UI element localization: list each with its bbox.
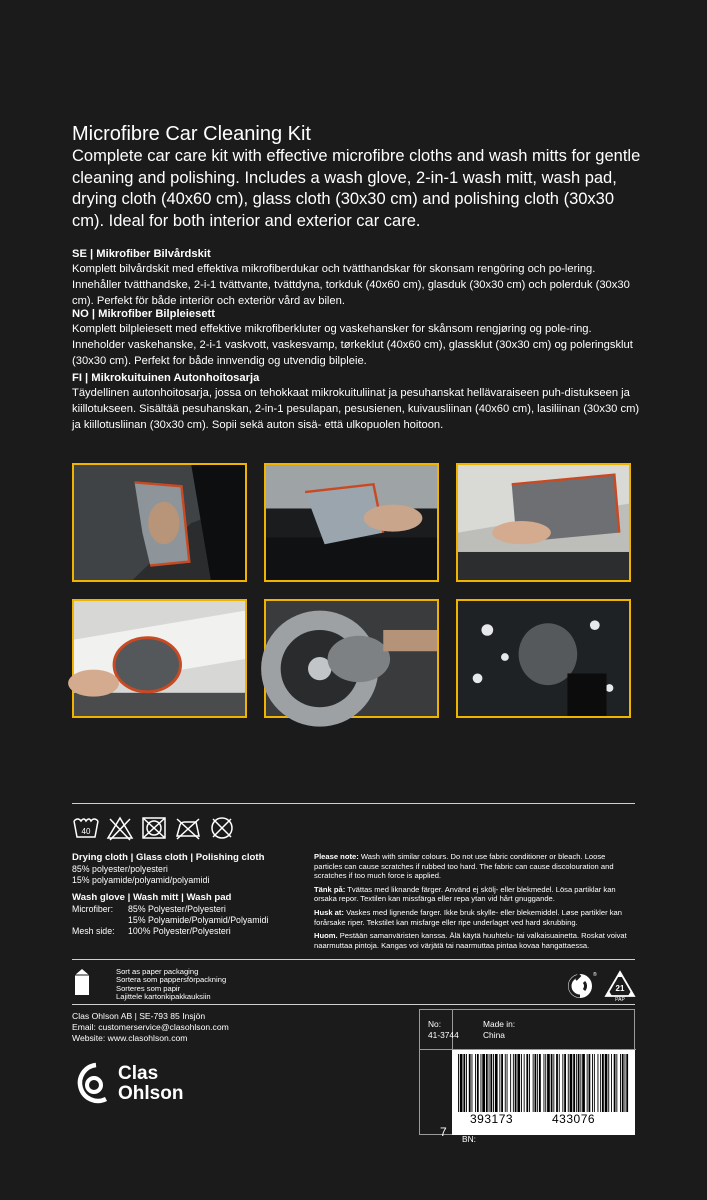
materials-row-key: Mesh side: xyxy=(72,926,115,936)
barcode-bar xyxy=(458,1054,459,1112)
materials-cloths-line: 15% polyamide/polyamid/polyamidi xyxy=(72,875,210,885)
no-iron-icon xyxy=(174,815,202,841)
barcode-bar xyxy=(515,1054,517,1112)
company-address xyxy=(72,1011,229,1044)
barcode-bar xyxy=(486,1054,488,1112)
barcode-bar xyxy=(580,1054,581,1112)
origin-country: China xyxy=(483,1030,505,1040)
brand-line: Ohlson xyxy=(118,1083,184,1104)
lang-block-fi xyxy=(72,370,642,433)
materials-cloths-title: Drying cloth | Glass cloth | Polishing cloth xyxy=(72,852,265,863)
wash-temp-label: 40 xyxy=(81,827,91,836)
recycling-line: Sort as paper packaging xyxy=(116,967,199,976)
barcode-bar xyxy=(598,1054,599,1112)
barcode-bar xyxy=(499,1054,500,1112)
lang-body-fi: Täydellinen autonhoitosarja, jossa on tehokkaat mikrokuituliinat ja pesuhanskat hellävaraiseen puh-distukseen ja kiillotukseen. Sisältää pesuhanskan, 2-in-1 pesulapan, pesusienen, kuivausliinan (40x60 cm), lasiliinan (30x30 cm) ja kiillotusliinan (30x30 cm). Sopii sekä auton sisä- että ulkopuolen hoitoon. xyxy=(72,387,640,431)
care-note-text: Pestään samanväristen kanssa. Älä käytä huuhtelu- tai valkaisuainetta. Roskat voivat naarmuttaa pintoja. Kangas voi värjätä tai naarmuttaa pintaa kovaa hangattaessa. xyxy=(314,931,627,950)
barcode-bar xyxy=(535,1054,537,1112)
barcode-bar xyxy=(582,1054,585,1112)
barcode-bar xyxy=(526,1054,528,1112)
barcode-bar xyxy=(521,1054,522,1112)
care-note-text: Vaskes med lignende farger. Ikke bruk skylle- eller blekemiddel. Løse partikler kan forårsake riper. Tekstilet kan misfarge eller ripe underlaget ved hard skrubbing. xyxy=(314,907,622,927)
barcode-bar xyxy=(493,1054,494,1112)
photo-mitt-with-foam xyxy=(456,599,631,718)
barcode-bar xyxy=(482,1054,485,1112)
barcode-bar xyxy=(626,1054,628,1112)
materials-mitts-title: Wash glove | Wash mitt | Wash pad xyxy=(72,892,232,903)
recycling-line: Sorteres som papir xyxy=(116,983,181,993)
barcode-bar xyxy=(537,1054,538,1112)
care-note-se xyxy=(314,885,634,904)
materials-row-key xyxy=(72,915,128,926)
barcode-bar xyxy=(524,1054,525,1112)
barcode-bar xyxy=(611,1054,612,1112)
pap-recycling-icon xyxy=(604,970,636,1002)
barcode-bar xyxy=(539,1054,541,1112)
batch-number-label: BN: xyxy=(462,1134,476,1144)
photo-mitt-on-wheel-rim xyxy=(264,599,439,718)
email-line: Email: customerservice@clasohlson.com xyxy=(72,1022,229,1032)
barcode-bar xyxy=(495,1054,498,1112)
lang-body-se: Komplett bilvårdskit med effektiva mikrofiberdukar och tvätthandskar för skonsam rengöring och po-lering. Innehåller tvätthandske, 2-i-1 tvättvante, tvättdyna, torkduk (40x60 cm), glasduk (30x30 cm) och polerduk (30x30 cm). Perfekt för både interiör och exteriör vård av bilen. xyxy=(72,263,630,307)
care-note-label: Tänk på: xyxy=(314,884,346,894)
materials-cloths-line: 85% polyester/polyesteri xyxy=(72,864,168,874)
materials-section xyxy=(72,852,302,937)
barcode-bar xyxy=(608,1054,609,1112)
barcode-bar xyxy=(475,1054,476,1112)
barcode-bar xyxy=(529,1054,530,1112)
pap-label: PAP xyxy=(615,997,625,1003)
barcode-bar xyxy=(460,1054,463,1112)
materials-row xyxy=(72,915,302,926)
barcode-bar xyxy=(533,1054,534,1112)
origin-label: Made in: xyxy=(483,1019,516,1029)
no-dry-clean-icon xyxy=(208,815,236,841)
materials-row-key: Microfiber: xyxy=(72,904,114,914)
care-note-label: Huom. xyxy=(314,931,338,941)
barcode-bar xyxy=(477,1054,479,1112)
lang-block-no xyxy=(72,306,642,369)
photo-grid xyxy=(72,463,635,719)
barcode-bar xyxy=(568,1054,569,1112)
barcode-group2: 433076 xyxy=(552,1112,596,1126)
product-info-box xyxy=(419,1009,635,1144)
barcode-bar xyxy=(616,1054,617,1112)
barcode-lead-digit: 7 xyxy=(440,1125,447,1139)
article-number: 41-3744 xyxy=(428,1030,459,1040)
materials-row-value: 15% Polyamide/Polyamid/Polyamidi xyxy=(128,915,269,925)
barcode-bar xyxy=(545,1054,546,1112)
care-note-label: Husk at: xyxy=(314,907,344,917)
barcode-bar xyxy=(564,1054,566,1112)
recycling-line: Lajittele kartonkipakkauksiin xyxy=(116,992,211,1002)
recycling-instructions xyxy=(116,968,226,1002)
barcode-bar xyxy=(592,1054,593,1112)
barcode-bar xyxy=(501,1054,503,1112)
lang-heading-fi: FI | Mikrokuituinen Autonhoitosarja xyxy=(72,372,260,384)
barcode-bar xyxy=(490,1054,492,1112)
lang-body-no: Komplett bilpleiesett med effektive mikrofiberkluter og vaskehansker for skånsom rengjøring og pole-ring. Inneholder vaskehanske, 2-i-1 vaskvott, vaskesvamp, tørkeklut (40x60 cm), glassklut (30x30 cm) og poleringsklut (30x30 cm). Perfekt for både innvendig og utvendig bilpleie. xyxy=(72,323,633,367)
product-title: Microfibre Car Cleaning Kit xyxy=(72,123,311,145)
product-description: Complete car care kit with effective microfibre cloths and wash mitts for gentle cleaning and polishing. Includes a wash glove, 2-in-1 wash mitt, wash pad, drying cloth (40x60 cm), glass cloth (30x30 cm) and polishing cloth (30x30 cm). Ideal for both interior and exterior car care. xyxy=(72,147,641,230)
brand-line: Clas xyxy=(118,1063,159,1084)
care-notes xyxy=(314,852,634,954)
article-number-label: No: xyxy=(428,1019,442,1029)
recycling-line: Sortera som pappersförpackning xyxy=(116,975,227,985)
materials-row-value: 100% Polyester/Polyesteri xyxy=(128,926,231,936)
barcode-bar xyxy=(570,1054,573,1112)
care-note-no xyxy=(314,908,634,927)
barcode-bar xyxy=(463,1054,465,1112)
barcode-bar xyxy=(614,1054,616,1112)
barcode-bar xyxy=(544,1054,545,1112)
no-tumble-dry-icon xyxy=(140,815,168,841)
barcode-bar xyxy=(605,1054,608,1112)
barcode-bar xyxy=(553,1054,554,1112)
barcode-bar xyxy=(507,1054,508,1112)
brand-logo xyxy=(72,1056,202,1112)
materials-row-value: 85% Polyester/Polyesteri xyxy=(128,904,226,914)
care-note-en xyxy=(314,852,634,881)
clas-ohlson-logo-icon xyxy=(72,1059,112,1109)
materials-row xyxy=(72,904,302,915)
barcode-bar xyxy=(578,1054,580,1112)
barcode-bar xyxy=(517,1054,520,1112)
paper-carton-icon xyxy=(72,967,92,997)
svg-text:®: ® xyxy=(593,972,597,978)
barcode-bar xyxy=(556,1054,558,1112)
care-symbols xyxy=(72,815,236,841)
lang-heading-se: SE | Mikrofiber Bilvårdskit xyxy=(72,248,211,260)
materials-row xyxy=(72,926,302,937)
recycling-divider-bottom xyxy=(72,1004,635,1005)
barcode-bar xyxy=(547,1054,550,1112)
barcode-bar xyxy=(576,1054,577,1112)
photo-cloth-on-dashboard xyxy=(264,463,439,582)
barcode-bar xyxy=(620,1054,621,1112)
care-note-text: Tvättas med liknande färger. Använd ej skölj- eller blekmedel. Lösa partiklar kan orsaka repor. Textilen kan missfärga eller repa ytan vid hårt gnuggande. xyxy=(314,884,616,904)
barcode-bar xyxy=(551,1054,553,1112)
barcode-bar xyxy=(469,1054,471,1112)
barcode-bar xyxy=(602,1054,604,1112)
barcode-bar xyxy=(513,1054,514,1112)
barcode-group1: 393173 xyxy=(470,1112,514,1126)
lang-block-se xyxy=(72,246,642,309)
green-dot-icon xyxy=(566,970,596,1000)
ean-barcode xyxy=(456,1054,631,1112)
barcode-bar xyxy=(562,1054,563,1112)
barcode-bar xyxy=(573,1054,575,1112)
photo-drying-cloth-on-car-hood xyxy=(456,463,631,582)
barcode-bar xyxy=(466,1054,467,1112)
no-bleach-icon xyxy=(106,815,134,841)
photo-wash-pad-on-door-sill xyxy=(72,599,247,718)
section-divider xyxy=(72,803,635,804)
care-note-fi xyxy=(314,931,634,950)
lang-heading-no: NO | Mikrofiber Bilpleiesett xyxy=(72,308,216,320)
wash-40-icon xyxy=(72,815,100,841)
brand-wordmark xyxy=(118,1064,183,1104)
barcode-area xyxy=(452,1050,635,1135)
barcode-bar xyxy=(472,1054,473,1112)
barcode-bar xyxy=(589,1054,591,1112)
barcode-bar xyxy=(559,1054,560,1112)
barcode-bar xyxy=(481,1054,482,1112)
barcode-bar xyxy=(625,1054,626,1112)
pap-number: 21 xyxy=(615,984,625,993)
barcode-bar xyxy=(489,1054,490,1112)
barcode-bar xyxy=(600,1054,601,1112)
barcode-bar xyxy=(505,1054,506,1112)
hero-section xyxy=(72,122,642,232)
barcode-bar xyxy=(587,1054,588,1112)
address-line: Clas Ohlson AB | SE-793 85 Insjön xyxy=(72,1011,206,1021)
barcode-bar xyxy=(622,1054,624,1112)
recycling-divider-top xyxy=(72,959,635,960)
care-note-text: Wash with similar colours. Do not use fabric conditioner or bleach. Loose particles can cause scratches if rubbed too hard. The fabric can cause discolouration and scratches if too much force is applied. xyxy=(314,852,614,881)
photo-cloth-on-car-window xyxy=(72,463,247,582)
barcode-bar xyxy=(594,1054,595,1112)
barcode-bar xyxy=(510,1054,511,1112)
care-note-label: Please note: xyxy=(314,852,359,861)
website-line: Website: www.clasohlson.com xyxy=(72,1033,188,1043)
